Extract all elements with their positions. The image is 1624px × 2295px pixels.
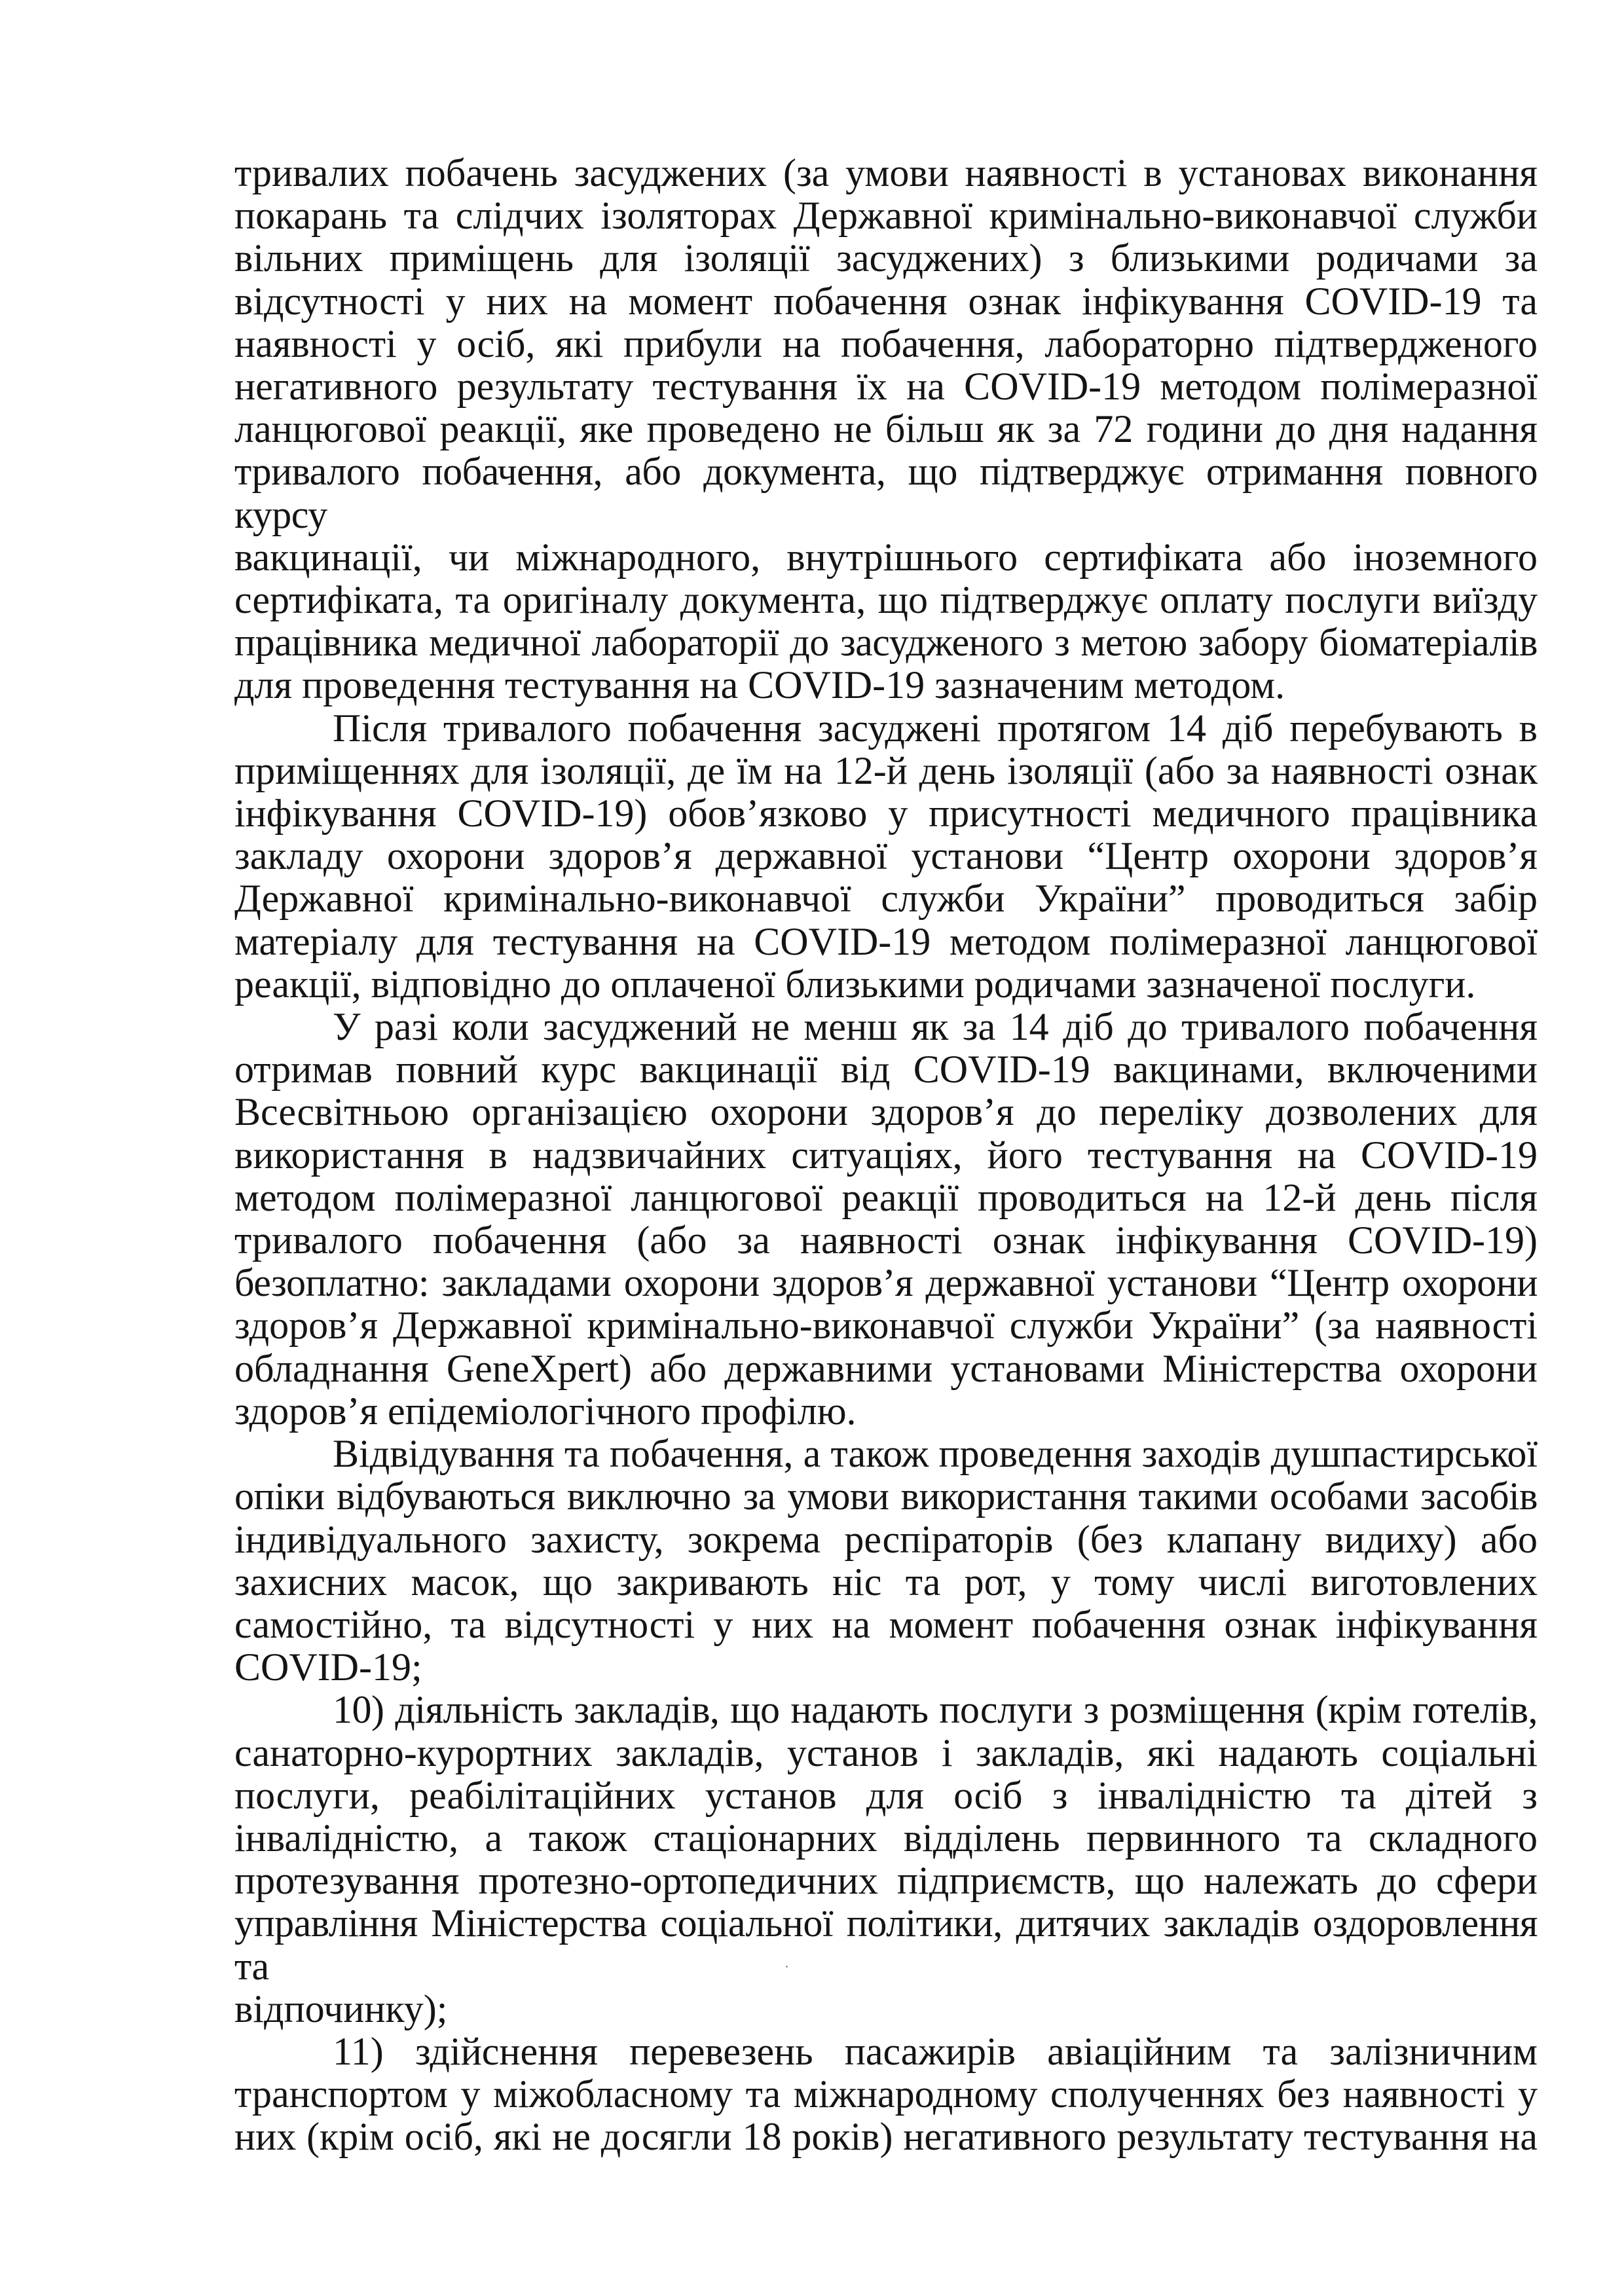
text-line: приміщеннях для ізоляції, де їм на 12-й день ізоляції (або за наявності ознак (234, 748, 1538, 792)
text-line: опіки відбуваються виключно за умови використання такими особами засобів (234, 1475, 1538, 1518)
text-line-last: здоров’я епідеміологічного профілю. (234, 1389, 857, 1433)
scan-artifact (786, 1966, 788, 1968)
text-line: сертифіката, та оригіналу документа, що підтверджує оплату послуги виїзду (234, 578, 1538, 622)
text-line: покарань та слідчих ізоляторах Державної кримінально-виконавчої служби (234, 194, 1538, 238)
text-line: протезування протезно-ортопедичних підприємств, що належать до сфери (234, 1859, 1538, 1903)
document-page (234, 152, 1538, 2159)
text-line: транспортом у міжобласному та міжнародному сполученнях без наявності у (234, 2072, 1538, 2116)
text-line: вакцинації, чи міжнародного, внутрішнього сертифіката або іноземного (234, 535, 1538, 579)
text-line: Після тривалого побачення засуджені протягом 14 діб перебувають в (333, 706, 1538, 750)
paragraph-visiting-conditions (234, 152, 1538, 707)
text-line: 10) діяльність закладів, що надають послуги з розміщення (крім готелів, (333, 1688, 1538, 1732)
paragraph-vaccinated-testing (234, 1006, 1538, 1433)
text-line-last: для проведення тестування на COVID-19 зазначеним методом. (234, 663, 1285, 707)
text-line: управління Міністерства соціальної політики, дитячих закладів оздоровлення та (234, 1901, 1538, 1988)
text-line: Відвідування та побачення, а також проведення заходів душпастирської (333, 1432, 1538, 1476)
text-line: Всесвітньою організацією охорони здоров’я до переліку дозволених для (234, 1090, 1538, 1134)
text-line: самостійно, та відсутності у них на момент побачення ознак інфікування (234, 1602, 1538, 1646)
text-line: 11) здійснення перевезень пасажирів авіаційним та залізничним (333, 2029, 1538, 2073)
text-line: матеріалу для тестування на COVID-19 методом полімеразної ланцюгової (234, 919, 1538, 963)
text-line-last: COVID-19; (234, 1645, 422, 1689)
text-line-last: відпочинку); (234, 1987, 448, 2030)
text-line: обладнання GeneXpert) або державними установами Міністерства охорони (234, 1346, 1538, 1390)
text-line: них (крім осіб, які не досягли 18 років) негативного результату тестування на (234, 2115, 1538, 2159)
text-line: тривалого побачення, або документа, що підтверджує отримання повного курсу (234, 450, 1538, 536)
text-line: отримав повний курс вакцинації від COVID-19 вакцинами, включеними (234, 1048, 1538, 1092)
text-line: здоров’я Державної кримінально-виконавчої служби України” (за наявності (234, 1304, 1538, 1348)
text-line: використання в надзвичайних ситуаціях, його тестування на COVID-19 (234, 1133, 1538, 1177)
text-line: відсутності у них на момент побачення ознак інфікування COVID-19 та (234, 279, 1538, 323)
text-line: тривалого побачення (або за наявності ознак інфікування COVID-19) (234, 1219, 1538, 1262)
text-line: захисних масок, що закривають ніс та рот, у тому числі виготовлених (234, 1560, 1538, 1604)
text-line: тривалих побачень засуджених (за умови наявності в установах виконання (234, 151, 1538, 194)
text-line: індивідуального захисту, зокрема респіраторів (без клапану видиху) або (234, 1517, 1538, 1561)
text-line: інфікування COVID-19) обов’язково у присутності медичного працівника (234, 792, 1538, 835)
text-line: ланцюгової реакції, яке проведено не більш як за 72 години до дня надання (234, 407, 1538, 451)
paragraph-item-10-accommodation (234, 1689, 1538, 2030)
text-line: негативного результату тестування їх на COVID-19 методом полімеразної (234, 365, 1538, 409)
text-line: наявності у осіб, які прибули на побачення, лабораторно підтвердженого (234, 321, 1538, 365)
paragraph-protective-equipment (234, 1433, 1538, 1689)
text-line: методом полімеразної ланцюгової реакції проводиться на 12-й день після (234, 1175, 1538, 1219)
text-line: послуги, реабілітаційних установ для осіб з інвалідністю та дітей з (234, 1773, 1538, 1817)
text-line-last: реакції, відповідно до оплаченої близькими родичами зазначеної послуги. (234, 962, 1476, 1006)
text-line: безоплатно: закладами охорони здоров’я державної установи “Центр охорони (234, 1261, 1538, 1305)
text-line: закладу охорони здоров’я державної установи “Центр охорони здоров’я (234, 834, 1538, 878)
paragraph-isolation-after-visit (234, 707, 1538, 1006)
text-line: Державної кримінально-виконавчої служби України” проводиться забір (234, 877, 1538, 921)
paragraph-item-11-transport (234, 2030, 1538, 2159)
text-line: У разі коли засуджений не менш як за 14 діб до тривалого побачення (333, 1005, 1538, 1049)
text-line: інвалідністю, а також стаціонарних відділень первинного та складного (234, 1816, 1538, 1860)
text-line: працівника медичної лабораторії до засудженого з метою забору біоматеріалів (234, 621, 1538, 665)
text-line: санаторно-курортних закладів, установ і закладів, які надають соціальні (234, 1731, 1538, 1774)
text-line: вільних приміщень для ізоляції засуджених) з близькими родичами за (234, 236, 1538, 280)
